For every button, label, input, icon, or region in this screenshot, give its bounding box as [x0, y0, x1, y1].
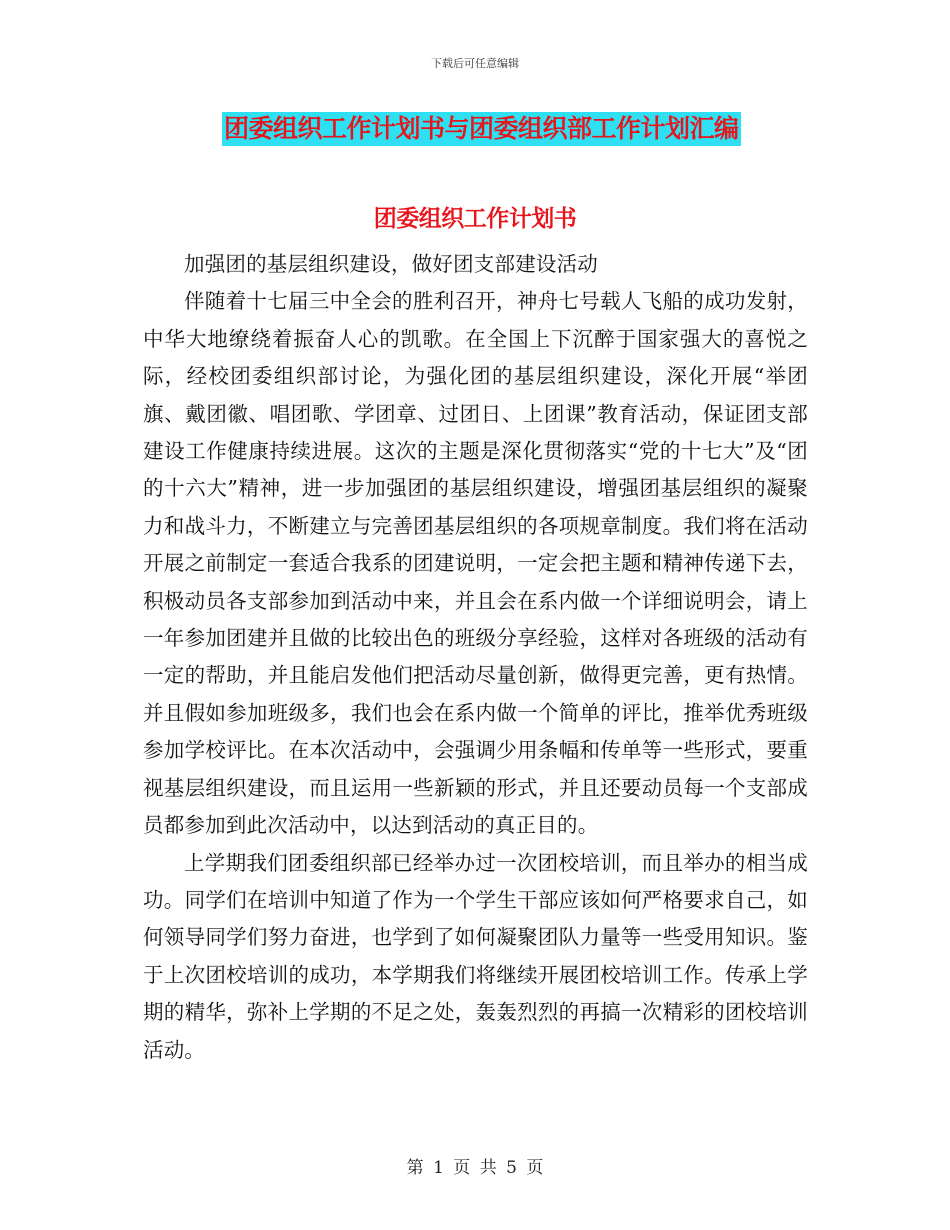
paragraph: 上学期我们团委组织部已经举办过一次团校培训，而且举办的相当成功。同学们在培训中知道了作为一个学生干部应该如何严格要求自己，如何领导同学们努力奋进，也学到了如何凝聚团队力量等一些受用知识。鉴于上次团校培训的成功，本学期我们将继续开展团校培训工作。传承上学期的精华，弥补上学期的不足之处，轰轰烈烈的再搞一次精彩的团校培训活动。: [143, 850, 808, 1062]
paragraph: 伴随着十七届三中全会的胜利召开，神舟七号载人飞船的成功发射，中华大地缭绕着振奋人心的凯歌。在全国上下沉醉于国家强大的喜悦之际，经校团委组织部讨论，为强化团的基层组织建设，深化开展“举团旗、戴团徽、唱团歌、学团章、过团日、上团课”教育活动，保证团支部建设工作健康持续进展。这次的主题是深化贯彻落实“党的十七大”及“团的十六大”精神，进一步加强团的基层组织建设，增强团基层组织的凝聚力和战斗力，不断建立与完善团基层组织的各项规章制度。我们将在活动开展之前制定一套适合我系的团建说明，一定会把主题和精神传递下去，积极动员各支部参加到活动中来，并且会在系内做一个详细说明会，请上一年参加团建并且做的比较出色的班级分享经验，这样对各班级的活动有一定的帮助，并且能启发他们把活动尽量创新，做得更完善，更有热情。并且假如参加班级多，我们也会在系内做一个简单的评比，推举优秀班级参加学校评比。在本次活动中，会强调少用条幅和传单等一些形式，要重视基层组织建设，而且运用一些新颖的形式，并且还要动员每一个支部成员都参加到此次活动中，以达到活动的真正目的。: [143, 289, 808, 838]
page-number: 第 1 页 共 5 页: [406, 1158, 544, 1178]
document-title: 团委组织工作计划书与团委组织部工作计划汇编: [222, 112, 741, 146]
paragraph-subheading: 加强团的基层组织建设，做好团支部建设活动: [184, 252, 598, 276]
section-title: 团委组织工作计划书: [373, 206, 577, 232]
header-note: 下载后可任意编辑: [431, 57, 519, 70]
document-body: [143, 246, 808, 1069]
